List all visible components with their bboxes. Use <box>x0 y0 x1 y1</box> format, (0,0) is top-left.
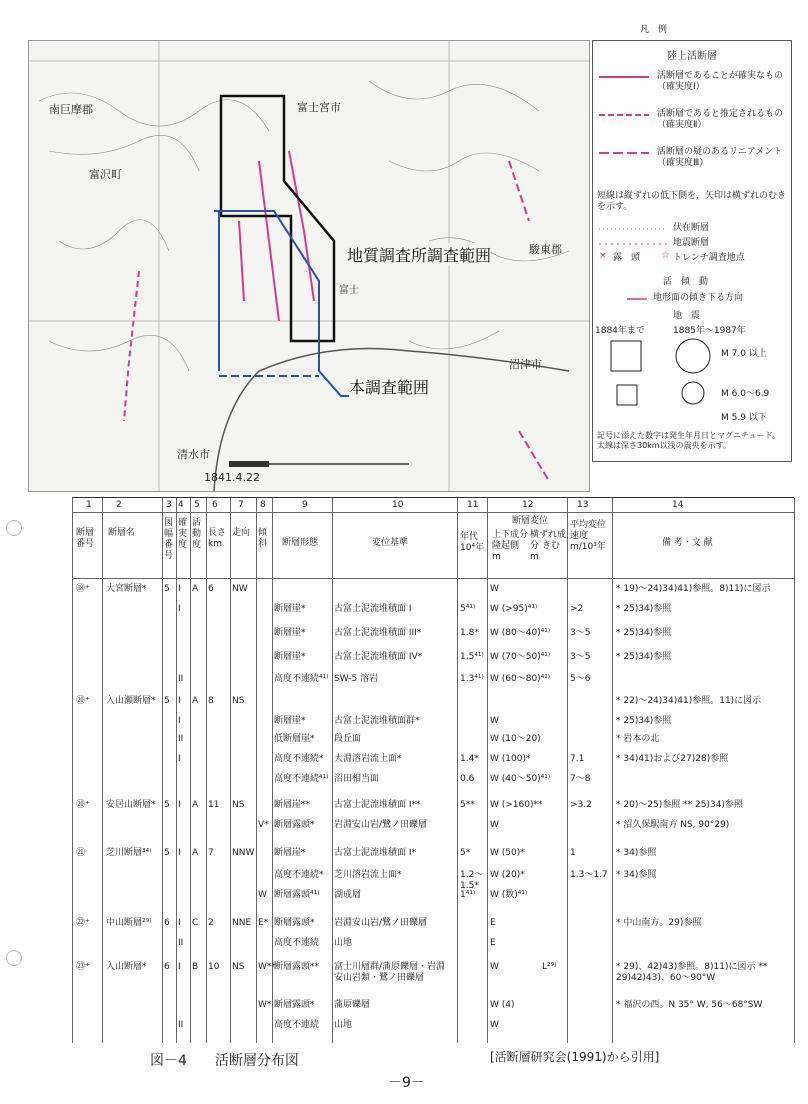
table-cell-keitai: 断層露頭* <box>274 1000 315 1010</box>
table-header: 断層名 <box>108 528 136 538</box>
legend-katsu-text: 地形面の傾き下る方向 <box>653 293 744 303</box>
table-cell-biko: * 34)参照 <box>616 848 657 858</box>
table-cell-sou: NS <box>232 696 245 706</box>
table-cell-kijun: 山地 <box>334 938 353 948</box>
table-cell-biko: * 22)〜24)34)41)参照。11)に図示 <box>616 696 762 706</box>
table-cell-nen: 5* <box>460 848 471 858</box>
table-cell-biko: * 34)参照 <box>616 870 657 880</box>
table-cell-kijun: 湖成層 <box>334 890 362 900</box>
table-header: 図幅番号 <box>164 518 174 561</box>
table-cell-jo: W <box>490 962 499 972</box>
map-label-this-area: 本調査範囲 <box>349 375 429 398</box>
table-cell-jo: W (数)⁴¹⁾ <box>490 890 528 900</box>
table-cell-katsu: A <box>192 584 199 594</box>
table-cell-jo: W (20)* <box>490 870 525 880</box>
table-cell-keitai: 高度不連続⁴¹⁾ <box>274 774 329 784</box>
table-cell-jo: W <box>490 820 499 830</box>
table-col-divider <box>190 498 191 1043</box>
table-cell-kijun: 大淵溶岩流上面* <box>334 754 402 764</box>
table-cell-jo: W (4) <box>490 1000 515 1010</box>
table-cell-biko: * 29)、42)43)参照。8)11)に図示 ** 29)42)43)、60〜90°W <box>616 962 768 983</box>
table-col-divider <box>230 498 231 1043</box>
table-row-divider <box>72 578 794 579</box>
table-col-divider <box>256 498 257 1043</box>
table-cell-kei: V* <box>258 820 269 830</box>
table-cell-keitai: 断層崖* <box>274 652 306 662</box>
map-label-gsj-area: 地質調査所調査範囲 <box>347 243 491 266</box>
table-cell-kijun: 芝川溶岩流上面* <box>334 870 402 880</box>
table-cell-sou: NNW <box>232 848 255 858</box>
table-cell-katsu: A <box>192 800 199 810</box>
table-cell-jo: W (70〜50)⁴¹⁾ <box>490 652 551 662</box>
legend-line-samples <box>599 71 654 181</box>
table-cell-kijun: 岩淵安山岩/鷺ノ田礫層 <box>334 918 428 928</box>
legend-m1: M 7.0 以上 <box>721 349 767 359</box>
table-cell-keitai: 高度不連続* <box>274 754 324 764</box>
table-cell-kei: E* <box>258 918 269 928</box>
table-cell-kei: W* <box>258 1000 272 1010</box>
table-cell-sokudo: 1 <box>570 848 576 858</box>
table-cell-keitai: 断層露頭** <box>274 962 320 972</box>
table-cell-biko: * 25)34)参照 <box>616 628 672 638</box>
table-cell-sokudo: >2 <box>570 604 584 614</box>
punch-hole <box>6 520 22 536</box>
map-label-minamikoma: 南巨摩郡 <box>49 103 93 116</box>
table-cell-name: 芝川断層³⁴⁾ <box>106 848 152 858</box>
legend-box <box>592 40 792 462</box>
page-number: －9－ <box>388 1075 425 1091</box>
table-cell-sokudo: 7〜8 <box>570 774 591 784</box>
table-cell-katsu: C <box>192 918 199 928</box>
table-cell-no: ⑱⁺ <box>76 584 90 594</box>
table-col-number: 12 <box>522 500 534 510</box>
table-cell-kaku: I <box>178 604 181 614</box>
legend-period-2: 1885年〜1987年 <box>673 326 746 336</box>
legend-note-2: 記号に添えた数字は発生年月日とマグニチュード。太線は深さ30km以浅の震央を示す。 <box>597 431 780 450</box>
table-cell-jo: W <box>490 584 499 594</box>
table-col-divider <box>72 498 73 1043</box>
table-cell-jo: E <box>490 918 496 928</box>
table-cell-biko: * 34)41)および27)28)参照 <box>616 754 729 764</box>
legend-item-certain: 活断層であることが確実なもの（確実度Ⅰ） <box>657 71 784 92</box>
legend-m3: M 5.9 以下 <box>721 413 767 423</box>
table-cell-biko: * 岩本の北 <box>616 734 660 744</box>
table-cell-len: 8 <box>208 696 214 706</box>
table-cell-keitai: 低断層崖* <box>274 734 315 744</box>
figure-source: [活断層研究会(1991)から引用] <box>490 1050 660 1064</box>
table-cell-sokudo: 1.3〜1.7 <box>570 870 608 880</box>
table-cell-kijun: 古富士泥流堆積面 III* <box>334 628 422 638</box>
table-cell-keitai: 高度不連続 <box>274 1020 320 1030</box>
table-cell-zu: 6 <box>164 918 170 928</box>
table-cell-kijun: SW-5 溶岩 <box>334 674 379 684</box>
table-cell-biko: * 福沢の西。N 35° W, 56〜68°SW <box>616 1000 763 1010</box>
legend-jishin-title: 地 震 <box>673 311 701 321</box>
table-cell-kijun: 沼田相当面 <box>334 774 380 784</box>
table-cell-len: 7 <box>208 848 214 858</box>
table-col-divider <box>612 498 613 1043</box>
table-cell-jo: W (60〜80)⁴¹⁾ <box>490 674 551 684</box>
table-header: 断層番号 <box>76 528 95 549</box>
table-cell-nen: 1.2〜1.5* <box>460 870 484 891</box>
table-cell-name: 大宮断層* <box>106 584 147 594</box>
table-cell-sou: NS <box>232 800 245 810</box>
table-cell-biko: * 25)34)参照 <box>616 604 672 614</box>
fault-table <box>72 497 794 1053</box>
table-cell-kaku: II <box>178 674 184 684</box>
table-col-divider <box>794 498 795 1043</box>
table-cell-yoko: L²⁹⁾ <box>542 962 557 972</box>
table-header: 確実度 <box>178 518 188 550</box>
table-cell-kaku: I <box>178 962 181 972</box>
table-cell-jo: W (>95)⁴¹⁾ <box>490 604 538 614</box>
table-header: 傾斜 <box>258 528 268 549</box>
table-cell-sokudo: 7.1 <box>570 754 585 764</box>
table-col-number: 3 <box>166 500 172 510</box>
table-cell-nen: 1⁴¹⁾ <box>460 890 476 900</box>
table-cell-nen: 1.8* <box>460 628 479 638</box>
table-cell-kaku: II <box>178 938 184 948</box>
table-cell-sokudo: 5〜6 <box>570 674 591 684</box>
table-cell-biko: * 19)〜24)34)41)参照。8)11)に図示 <box>616 584 771 594</box>
table-cell-keitai: 断層露頭⁴¹⁾ <box>274 890 320 900</box>
table-cell-sokudo: >3.2 <box>570 800 592 810</box>
table-cell-jo: W (>160)** <box>490 800 543 810</box>
table-cell-keitai: 高度不連続⁴¹⁾ <box>274 674 329 684</box>
table-cell-biko: * 25)34)参照 <box>616 652 672 662</box>
table-cell-sokudo: 3〜5 <box>570 652 591 662</box>
legend-katsu-title: 活 傾 動 <box>663 277 709 287</box>
table-cell-keitai: 断層崖* <box>274 604 306 614</box>
legend-note-1: 短線は縦ずれの低下側を，矢印は横ずれのむきを示す。 <box>597 191 787 212</box>
map-label-tomizawa: 富沢町 <box>89 168 122 181</box>
table-cell-jo: W <box>490 716 499 726</box>
table-cell-katsu: B <box>192 962 199 972</box>
table-header: 上下成分 隆起側 m <box>492 530 529 562</box>
table-cell-kei: W <box>258 890 267 900</box>
legend-title: 陸上活断層 <box>667 51 717 62</box>
table-cell-kaku: I <box>178 918 181 928</box>
map-label-numazu: 沼津市 <box>509 358 542 371</box>
table-cell-zu: 5 <box>164 800 170 810</box>
table-cell-biko: * 沼久保駅南方 NS, 90°29) <box>616 820 730 830</box>
legend-header: 凡 例 <box>640 25 668 35</box>
table-col-number: 14 <box>672 500 684 510</box>
table-cell-zu: 5 <box>164 848 170 858</box>
table-cell-kaku: I <box>178 716 181 726</box>
table-cell-kijun: 蒲原礫層 <box>334 1000 371 1010</box>
legend-roto: 露 頭 <box>613 253 641 263</box>
table-cell-no: ㉓⁺ <box>76 962 90 972</box>
table-cell-kijun: 岩淵安山岩/鷺ノ田礫層 <box>334 820 428 830</box>
legend-trench: トレンチ調査地点 <box>673 253 745 263</box>
table-cell-kaku: II <box>178 734 184 744</box>
table-cell-len: 10 <box>208 962 220 972</box>
table-cell-sou: NS <box>232 962 245 972</box>
legend-fukuzai: 伏在断層 <box>673 223 710 233</box>
table-cell-name: 安居山断層* <box>106 800 156 810</box>
table-cell-jo: W (40〜50)⁴¹⁾ <box>490 774 551 784</box>
table-header: 走向 <box>232 528 251 538</box>
table-header: 活動度 <box>192 518 202 550</box>
table-cell-nen: 5** <box>460 800 475 810</box>
legend-m2: M 6.0〜6.9 <box>721 389 770 399</box>
table-col-number: 5 <box>194 500 200 510</box>
table-cell-kei: W** <box>258 962 276 972</box>
table-col-number: 4 <box>178 500 184 510</box>
legend-jishin-fault: 地震断層 <box>673 238 710 248</box>
table-cell-keitai: 断層崖** <box>274 800 311 810</box>
table-cell-kijun: 古富士泥流堆積面 I <box>334 604 412 614</box>
table-col-number: 6 <box>212 500 218 510</box>
table-cell-katsu: A <box>192 696 199 706</box>
table-cell-keitai: 高度不連続* <box>274 870 324 880</box>
table-cell-zu: 5 <box>164 584 170 594</box>
table-header: 変位基準 <box>372 538 409 548</box>
map-label-shimizu: 清水市 <box>177 448 210 461</box>
table-cell-sou: NW <box>232 584 248 594</box>
legend-period-1: 1884年まで <box>595 326 645 336</box>
table-cell-kaku: I <box>178 584 181 594</box>
table-cell-name: 入山断層* <box>106 962 147 972</box>
table-cell-keitai: 断層崖* <box>274 628 306 638</box>
table-cell-len: 2 <box>208 918 214 928</box>
table-cell-jo: W (100)* <box>490 754 531 764</box>
table-col-divider <box>162 498 163 1043</box>
table-col-number: 9 <box>302 500 308 510</box>
table-col-number: 11 <box>467 500 479 510</box>
table-cell-sou: NNE <box>232 918 252 928</box>
table-cell-kijun: 古富士泥流堆積面群* <box>334 716 420 726</box>
table-cell-kijun: 山地 <box>334 1020 353 1030</box>
table-cell-nen: 1.4* <box>460 754 479 764</box>
punch-hole <box>6 950 22 966</box>
svg-text:×: × <box>599 251 607 261</box>
table-cell-no: ㉒⁺ <box>76 918 90 928</box>
table-cell-zu: 5 <box>164 696 170 706</box>
table-cell-len: 6 <box>208 584 214 594</box>
table-cell-sokudo: 3〜5 <box>570 628 591 638</box>
table-cell-zu: 6 <box>164 962 170 972</box>
table-cell-biko: * 20)〜25)参照 ** 25)34)参照 <box>616 800 743 810</box>
table-header: 断層変位 <box>512 516 549 526</box>
table-cell-kijun: 古富士泥流堆積面 IV* <box>334 652 423 662</box>
table-col-number: 8 <box>260 500 266 510</box>
table-cell-kaku: I <box>178 800 181 810</box>
table-col-divider <box>567 498 568 1043</box>
table-cell-jo: W (80〜40)⁴¹⁾ <box>490 628 551 638</box>
table-cell-kijun: 段丘面 <box>334 734 362 744</box>
table-cell-biko: * 25)34)参照 <box>616 716 672 726</box>
table-header: 備 考・文 献 <box>662 538 713 548</box>
table-cell-nen: 1.5⁴¹⁾ <box>460 652 484 662</box>
table-col-divider <box>487 498 488 1043</box>
table-col-number: 2 <box>116 500 122 510</box>
table-cell-kijun: 富士川層群/蒲原礫層・岩淵安山岩類・鷺ノ田礫層 <box>334 962 446 983</box>
table-cell-keitai: 断層露頭* <box>274 918 315 928</box>
table-cell-kaku: II <box>178 1020 184 1030</box>
fault-map <box>28 40 590 492</box>
table-header: 平均変位速度 m/10³年 <box>570 520 607 552</box>
table-col-divider <box>206 498 207 1043</box>
figure-caption: 図－4 活断層分布図 <box>150 1053 299 1069</box>
table-cell-no: ㉑ <box>76 848 86 858</box>
table-cell-jo: W <box>490 1020 499 1030</box>
legend-item-estimated: 活断層であると推定されるもの（確実度Ⅱ） <box>657 109 784 130</box>
table-cell-name: 入山瀬断層* <box>106 696 156 706</box>
table-header: 横ずれ成分 きむ m <box>530 530 567 562</box>
table-col-divider <box>457 498 458 1043</box>
table-cell-kaku: I <box>178 754 181 764</box>
table-cell-keitai: 断層崖* <box>274 716 306 726</box>
table-row-divider <box>72 512 794 513</box>
table-cell-kijun: 古富士泥流堆積面 I* <box>334 848 417 858</box>
map-label-fujinomiya: 富士宮市 <box>297 101 341 114</box>
table-cell-kaku: I <box>178 848 181 858</box>
table-cell-kaku: I <box>178 696 181 706</box>
table-cell-kijun: 古富士泥流堆積面 I** <box>334 800 421 810</box>
table-header: 断層形態 <box>282 538 319 548</box>
table-cell-no: ⑳⁺ <box>76 696 90 706</box>
table-cell-jo: E <box>490 938 496 948</box>
table-cell-keitai: 高度不連続 <box>274 938 320 948</box>
table-col-divider <box>332 498 333 1043</box>
table-cell-jo: W (10〜20) <box>490 734 541 744</box>
table-col-number: 1 <box>86 500 92 510</box>
map-label-fuji: 富士 <box>339 285 359 296</box>
table-cell-no: ⑳⁺ <box>76 800 90 810</box>
table-col-divider <box>176 498 177 1043</box>
table-cell-name: 中山断層²⁹⁾ <box>106 918 152 928</box>
table-cell-jo: W (50)* <box>490 848 525 858</box>
table-col-number: 10 <box>392 500 404 510</box>
table-cell-keitai: 断層露頭* <box>274 820 315 830</box>
table-col-number: 13 <box>577 500 589 510</box>
table-cell-keitai: 断層崖* <box>274 848 306 858</box>
map-label-sunto: 駿東郡 <box>529 243 562 256</box>
table-cell-nen: 1.3⁴¹⁾ <box>460 674 484 684</box>
table-cell-len: 11 <box>208 800 220 810</box>
table-cell-biko: * 中山南方。29)参照 <box>616 918 702 928</box>
table-cell-nen: 5⁴¹⁾ <box>460 604 476 614</box>
map-label-quake-date: 1841.4.22 <box>204 471 260 484</box>
svg-text:☆: ☆ <box>661 250 670 261</box>
table-header: 長さ km <box>208 528 227 549</box>
table-cell-nen: 0.6 <box>460 774 475 784</box>
table-col-number: 7 <box>238 500 244 510</box>
legend-item-lineament: 活断層の疑のあるリニアメント（確実度Ⅲ） <box>657 147 783 168</box>
table-header: 年代 10⁴年 <box>460 532 485 553</box>
table-cell-katsu: A <box>192 848 199 858</box>
